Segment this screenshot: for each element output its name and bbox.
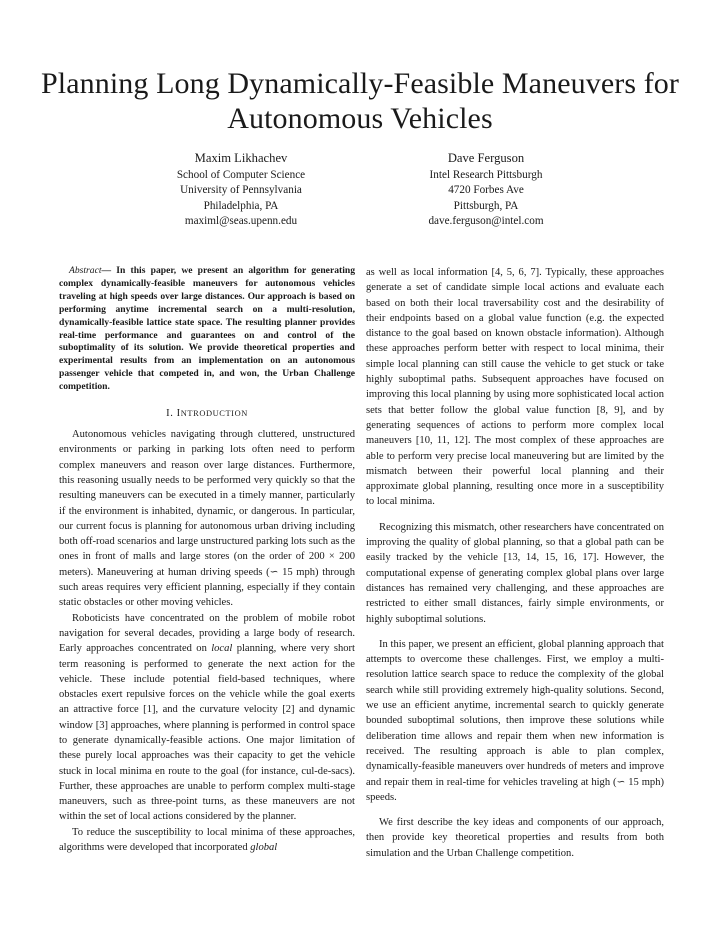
body-paragraph: as well as local information [4, 5, 6, 7]. Typically, these approaches generate a set of candidate simple local actions and evaluate each based on both their local traversability cost and the desirability of their endpoints based on a global value function (e.g. the expected distance to the goal based on known obstacle information). Although these approaches perform better with respect to local minima, their simple local planning can still cause the vehicle to get stuck or take highly suboptimal paths. Subsequent approaches have focused on improving this local planning by using more sophisticated local action sets that better follow the global value function [8, 9], and by generating sequences of actions to perform more complex local maneuvers [10, 11, 12]. The most complex of these approaches are able to perform very precise local maneuvering but are limited by the mismatch between their powerful local planning and their approximate global planning, resulting once more in a susceptibility to local minima. <box>366 267 664 508</box>
text-run: Roboticists have concentrated on the problem of mobile robot navigation for several decades, providing a large body of research. Early approaches concentrated on <box>59 612 355 655</box>
author-affiliation-line: School of Computer Science <box>176 168 306 181</box>
author-email: maximl@seas.upenn.edu <box>184 215 298 227</box>
author-name: Maxim Likhachev <box>194 151 288 165</box>
emphasis: global <box>250 842 278 854</box>
author-affiliation-line: Intel Research Pittsburgh <box>429 168 543 181</box>
section-number: I. <box>166 408 174 420</box>
abstract <box>59 265 355 394</box>
right-column <box>366 265 664 861</box>
author-affiliation-line: 4720 Forbes Ave <box>448 184 524 196</box>
abstract-label: Abstract <box>69 265 102 276</box>
author-affiliation-line: Pittsburgh, PA <box>453 199 519 212</box>
section-title-initial: I <box>176 408 181 420</box>
section-title-rest: NTRODUCTION <box>180 409 248 419</box>
text-run: To reduce the susceptibility to local minima of these approaches, algorithms were developed that incorporated <box>59 826 355 854</box>
author-affiliation-line: University of Pennsylvania <box>180 184 302 196</box>
author-name: Dave Ferguson <box>447 151 525 165</box>
author-ferguson <box>356 150 616 230</box>
author-affiliation-line: Philadelphia, PA <box>203 199 279 212</box>
body-paragraph: In this paper, we present an efficient, global planning approach that attempts to overcome these challenges. First, we employ a multi-resolution lattice search space to reduce the complexity of the global search while still providing extremely high-quality solutions. Second, we use an efficient anytime, incremental search to quickly generate bounded suboptimal solutions, then improve these solutions while deliberation time allows and repair them when new information is received. The resulting approach is able to plan complex, dynamically-feasible maneuvers over hundreds of meters and improve and repair them in real-time for vehicles traveling at high (∽ 15 mph) speeds. <box>366 638 664 803</box>
body-paragraph <box>59 825 355 856</box>
emphasis: local <box>211 643 233 655</box>
author-email: dave.ferguson@intel.com <box>428 215 544 227</box>
abstract-text: — In this paper, we present an algorithm for generating complex dynamically-feasible maneuvers for autonomous vehicles traveling at high speeds over large distances. Our approach is based on performing anytime incremental search on a multi-resolution, dynamically-feasible lattice state space. The resulting planner provides real-time performance and guarantees on and control of the suboptimality of its solution. We provide theoretical properties and experimental results from an implementation on an autonomous passenger vehicle that competed in, and won, the Urban Challenge competition. <box>59 265 355 393</box>
author-likhachev <box>111 150 371 230</box>
section-heading <box>59 408 355 419</box>
paper-title: Planning Long Dynamically-Feasible Maneuvers for Autonomous Vehicles <box>41 67 679 135</box>
body-paragraph: Autonomous vehicles navigating through cluttered, unstructured environments or parking in parking lots often need to perform complex maneuvers and reason over large distances. Furthermore, this reasoning usually needs to be performed very quickly so that the resulting maneuvers can be executed in a timely manner, particularly if the environment is inhabited, dynamic, or dangerous. In particular, our current focus is planning for autonomous urban driving including both off-road scenarios and large unstructured parking lots such as the ones in front of malls and large stores (on the order of 200 × 200 meters). Maneuvering at human driving speeds (∽ 15 mph) through such areas requires very efficient planning, especially if they contain static obstacles or other moving vehicles. <box>59 429 356 609</box>
body-paragraph: Recognizing this mismatch, other researchers have concentrated on improving the quality of global planning, so that a global path can be easily tracked by the vehicle [13, 14, 15, 16, 17]. However, the computational expense of generating complex global plans over large distances has remained very challenging, and these approaches are restricted to either small distances, fairly simple environments, or highly suboptimal solutions. <box>366 521 664 625</box>
body-paragraph <box>59 611 355 825</box>
text-run: planning, where very short term reasoning is performed to generate the next action for the vehicle. These include potential field-based techniques, where obstacles exert repulsive forces on the vehicle while the goal exerts an attractive force [1], and the curvature velocity [2] and dynamic window [3] approaches, where planning is performed in control space to generate dynamically-feasible actions. One major limitation of these purely local approaches was their capacity to get the vehicle stuck in local minima en route to the goal (for instance, cul-de-sacs). Further, these approaches are unable to perform complex multi-stage maneuvers, such as three-point turns, as these maneuvers are not within the set of local actions considered by the planner. <box>59 643 355 823</box>
left-column <box>59 265 355 855</box>
body-paragraph: We first describe the key ideas and components of our approach, then provide key theoretical properties and results from both simulation and the Urban Challenge competition. <box>366 817 664 859</box>
